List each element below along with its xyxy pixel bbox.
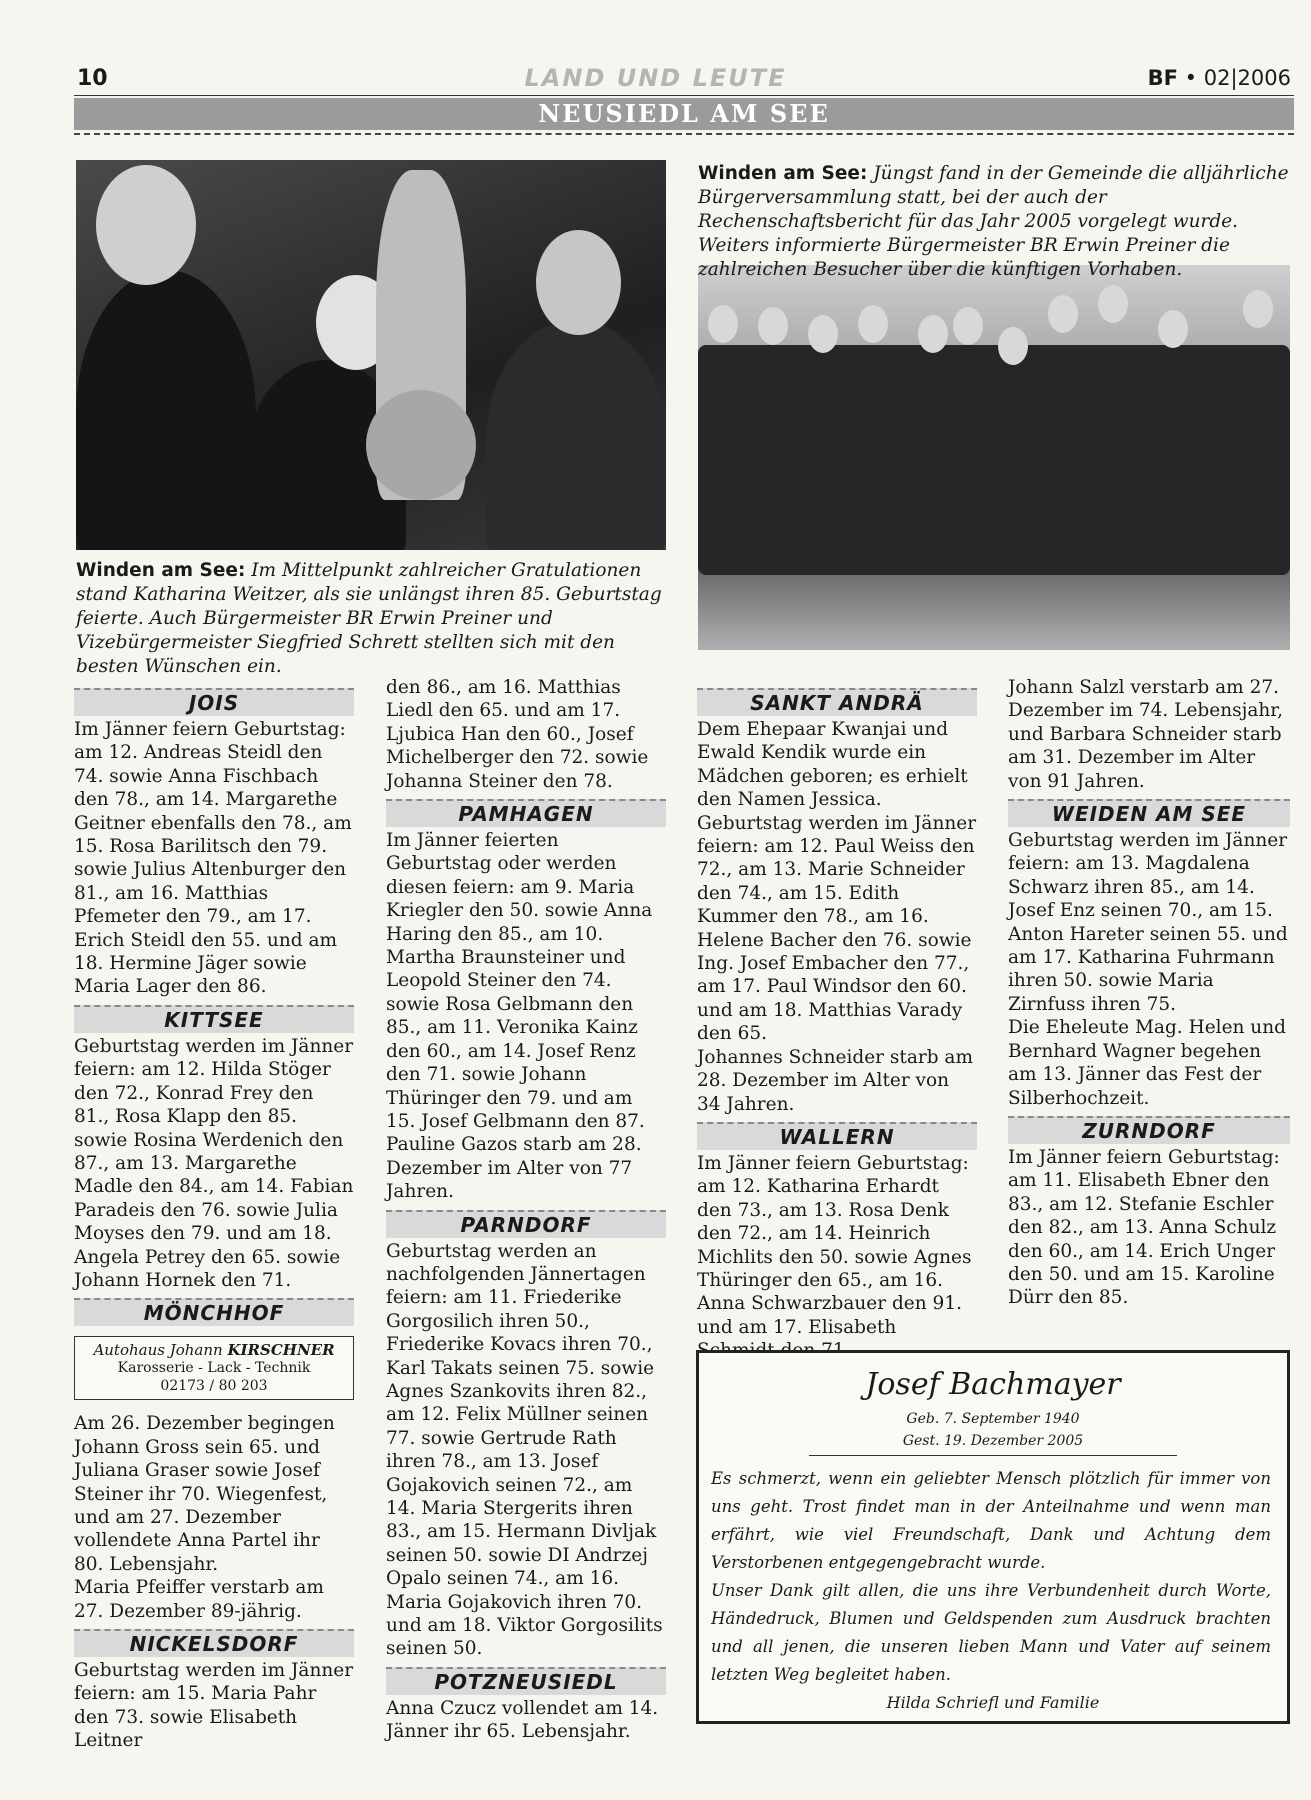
article-zurndorf: Im Jänner feiern Geburtstag: am 11. Elisabeth Ebner den 83., am 12. Stefanie Eschler den 82., am 13. Anna Schulz den 60., am 14. Erich Unger den 50. und am 15. Karoline Dürr den 85. (1008, 1146, 1280, 1309)
column-3 (697, 682, 977, 1363)
caption-text: Im Mittelpunkt zahlreicher Gratulationen stand Katharina Weitzer, als sie unlängst ihren 85. Geburtstag feierte. Auch Bürgermeister BR Erwin Preiner und Vizebürgermeister Siegfried Schrett stellten sich mit den besten Wünschen ein. (76, 560, 662, 677)
person-silhouette (76, 270, 256, 550)
article-sankt-andrae: Geburtstag werden im Jänner feiern: am 12. Paul Weiss den 72., am 13. Marie Schneider den 74., am 15. Edith Kummer den 78., am 16. Helene Bacher den 76. sowie Ing. Josef Embacher den 77., am 17. Paul Windsor den 60. und am 18. Matthias Varady den 65. (697, 812, 977, 1045)
caption-place: Winden am See: (698, 163, 868, 184)
photo-citizens-assembly (698, 265, 1290, 650)
section-heading-parndorf: PARNDORF (386, 1210, 666, 1238)
advertisement-kirschner (74, 1336, 354, 1400)
article-sankt-andrae-obit: Johannes Schneider starb am 28. Dezember im Alter von 34 Jahren. (697, 1046, 973, 1115)
ad-prefix: Autohaus Johann (93, 1341, 223, 1360)
section-heading-pamhagen: PAMHAGEN (386, 799, 666, 827)
obituary-signature: Hilda Schriefl und Familie (886, 1693, 1100, 1712)
region-banner: NEUSIEDL AM SEE (74, 98, 1294, 130)
section-heading-nickelsdorf: NICKELSDORF (74, 1629, 354, 1657)
ad-company: KIRSCHNER (227, 1341, 335, 1360)
header-dashed-rule (74, 133, 1294, 135)
obituary-notice (696, 1350, 1290, 1724)
article-wallern: Im Jänner feiern Geburtstag: am 12. Katharina Erhardt den 73., am 13. Rosa Denk den 72., am 14. Heinrich Michlits den 50. sowie Agnes Thüringer den 65., am 16. Anna Schwarzbauer den 91. und am 17. Elisabeth (697, 1152, 972, 1338)
person-head (808, 315, 838, 353)
section-heading-potzneusiedl: POTZNEUSIEDL (386, 1667, 666, 1695)
article-pamhagen: Im Jänner feierten Geburtstag oder werden diesen feiern: am 9. Maria Kriegler den 50. sowie Anna Haring den 85., am 10. Martha Braunsteiner und Leopold Steiner den 74. sowie Rosa Gelbmann den 85., am 11. Veronika Kainz den 60., am 14. Josef Renz den 71. sowie Johann Thüringer den 79. und am 15. Josef Gelbmann den 87. (386, 830, 653, 1132)
section-heading-weiden: WEIDEN AM SEE (1008, 799, 1290, 827)
section-heading-wallern: WALLERN (697, 1122, 977, 1150)
obituary-divider (809, 1455, 1177, 1456)
article-pamhagen-obit: Pauline Gazos starb am 28. Dezember im Alter von 77 Jahren. (386, 1134, 642, 1203)
flower-bouquet (366, 390, 476, 500)
section-heading-jois: JOIS (74, 688, 354, 716)
article-kittsee: Geburtstag werden im Jänner feiern: am 12. Hilda Stöger den 72., Konrad Frey den 81., Rosa Klapp den 85. sowie Rosina Werdenich den 87., am 13. Margarethe Madle den 84., am 14. Fabian Paradeis den 76. sowie Julia Moyses den 79. und am 18. Angela Petrey den 65. sowie Johann Hornek den 71. (74, 1035, 354, 1291)
section-heading-zurndorf: ZURNDORF (1008, 1116, 1290, 1144)
page-number: 10 (77, 66, 108, 91)
person-head (953, 307, 983, 345)
person-head (758, 307, 788, 345)
person-head (96, 165, 196, 285)
person-head (536, 230, 621, 335)
caption-text: Jüngst fand in der Gemeinde die alljährliche Bürgerversammlung statt, bei der auch der Rechenschaftsbericht für das Jahr 2005 vorgelegt wurde. Weiters informierte Bürgermeister BR Erwin Preiner die zahlreichen Besucher über die künftigen Vorhaben. (698, 163, 1289, 280)
person-head (858, 305, 888, 343)
photo2-caption (698, 162, 1290, 282)
obituary-text (711, 1465, 1271, 1689)
issue-number: 02|2006 (1203, 66, 1291, 90)
column-2 (386, 676, 666, 1744)
ad-line1 (81, 1341, 347, 1359)
person-silhouette (486, 320, 666, 550)
obituary-born: Geb. 7. September 1940 (906, 1411, 1080, 1427)
article-moenchhof-obit: Maria Pfeiffer verstarb am 27. Dezember 89-jährig. (74, 1577, 324, 1622)
section-heading-moenchhof: MÖNCHHOF (74, 1298, 354, 1326)
person-head (998, 327, 1028, 365)
publication-info: BF • 02|2006 (1147, 66, 1291, 90)
section-heading-sankt-andrae: SANKT ANDRÄ (697, 688, 977, 716)
article-weiden: Geburtstag werden im Jänner feiern: am 13. Magdalena Schwarz ihren 85., am 14. Josef Enz seinen 70., am 15. Anton Hareter seinen 55. und am 17. Katharina Fuhrmann ihren 50. sowie Maria Zirnfuss ihren 75. (1008, 830, 1288, 1015)
person-head (1243, 290, 1273, 328)
publication-name: BF (1147, 66, 1178, 90)
ad-line2: Karosserie - Lack - Technik (117, 1360, 311, 1377)
person-head (918, 315, 948, 353)
article-jois: Im Jänner feiern Geburtstag: am 12. Andreas Steidl den 74. sowie Anna Fischbach den 78., am 14. Margarethe Geitner ebenfalls den 78., am 15. Rosa Barilitsch den 79. sowie Julius Altenburger den 81., am 16. Matthias Pfemeter den 79., am 17. Erich Steidl den 55. und am 18. Hermine Jäger sowie Maria Lager den 86. (74, 719, 352, 998)
obituary-died: Gest. 19. Dezember 2005 (902, 1433, 1084, 1449)
person-head (1098, 285, 1128, 323)
obituary-paragraph-1: Es schmerzt, wenn ein geliebter Mensch plötzlich für immer von uns geht. Trost findet man in der Anteilnahme und wenn man erfährt, wie viel Freundschaft, Dank und Achtung dem Verstorbenen entgegengebracht wurde. (711, 1469, 1271, 1572)
section-heading-kittsee: KITTSEE (74, 1005, 354, 1033)
group-silhouette (698, 345, 1290, 575)
person-head (708, 305, 738, 343)
article-potzneusiedl: Anna Czucz vollendet am 14. Jänner ihr 65. Lebensjahr. (386, 1697, 659, 1743)
person-head (1158, 310, 1188, 348)
article-parndorf: Geburtstag werden an nachfolgenden Jännertagen feiern: am 11. Friederike Gorgosilich ihren 50., Friederike Kovacs ihren 70., Karl Takats seinen 75. sowie Agnes Szankovits ihren 82., am 12. Felix Müllner seinen 77. sowie Gertrude Rath ihren 78., am 13. Josef Gojakovich seinen 72., am 14. Maria Stergerits ihren 83., am 15. Hermann Divljak seinen 50. sowie DI Andrzej Opalo seinen 74., am 16. Maria Gojakovich ihren 70. und am 18. Viktor Gorgosilits seinen 50. (386, 1240, 663, 1660)
column-4 (1008, 676, 1290, 1310)
article-sankt-andrae-birth: Dem Ehepaar Kwanjai und Ewald Kendik wurde ein Mädchen geboren; es erhielt den Namen Jessica. (697, 719, 968, 811)
column-1 (74, 682, 354, 1753)
article-nickelsdorf-continued: den 86., am 16. Matthias Liedl den 65. und am 17. Ljubica Han den 60., Josef Michelberger den 72. sowie Johanna Steiner den 78. (386, 677, 649, 792)
article-moenchhof: Am 26. Dezember begingen Johann Gross sein 65. und Juliana Graser sowie Josef Steiner ihr 70. Wiegenfest, und am 27. Dezember vollendete Anna Partel ihr 80. Lebensjahr. (74, 1413, 335, 1575)
obituary-paragraph-2: Unser Dank gilt allen, die uns ihre Verbundenheit durch Worte, Händedruck, Blumen und Geldspenden zum Ausdruck brachten und all jenen, die unseren lieben Mann und Vater auf seinem letzten Weg begleitet haben. (711, 1581, 1271, 1684)
photo-birthday-congratulation (76, 160, 666, 550)
caption-place: Winden am See: (76, 560, 246, 581)
obituary-name: Josef Bachmayer (865, 1367, 1121, 1402)
article-wallern-continued: Johann Salzl verstarb am 27. Dezember im 74. Lebensjahr, und Barbara Schneider starb am 31. Dezember im Alter von 91 Jahren. (1008, 677, 1283, 792)
article-nickelsdorf: Geburtstag werden im Jänner feiern: am 15. Maria Pahr den 73. sowie Elisabeth Leitner (74, 1660, 354, 1752)
article-weiden-anniversary: Die Eheleute Mag. Helen und Bernhard Wagner begehen am 13. Jänner das Fest der Silberhochzeit. (1008, 1017, 1286, 1109)
header-rule (74, 95, 1294, 96)
photo1-caption (76, 559, 666, 679)
section-title: LAND UND LEUTE (524, 64, 787, 92)
ad-line3: 02173 / 80 203 (160, 1378, 268, 1395)
person-head (1048, 295, 1078, 333)
